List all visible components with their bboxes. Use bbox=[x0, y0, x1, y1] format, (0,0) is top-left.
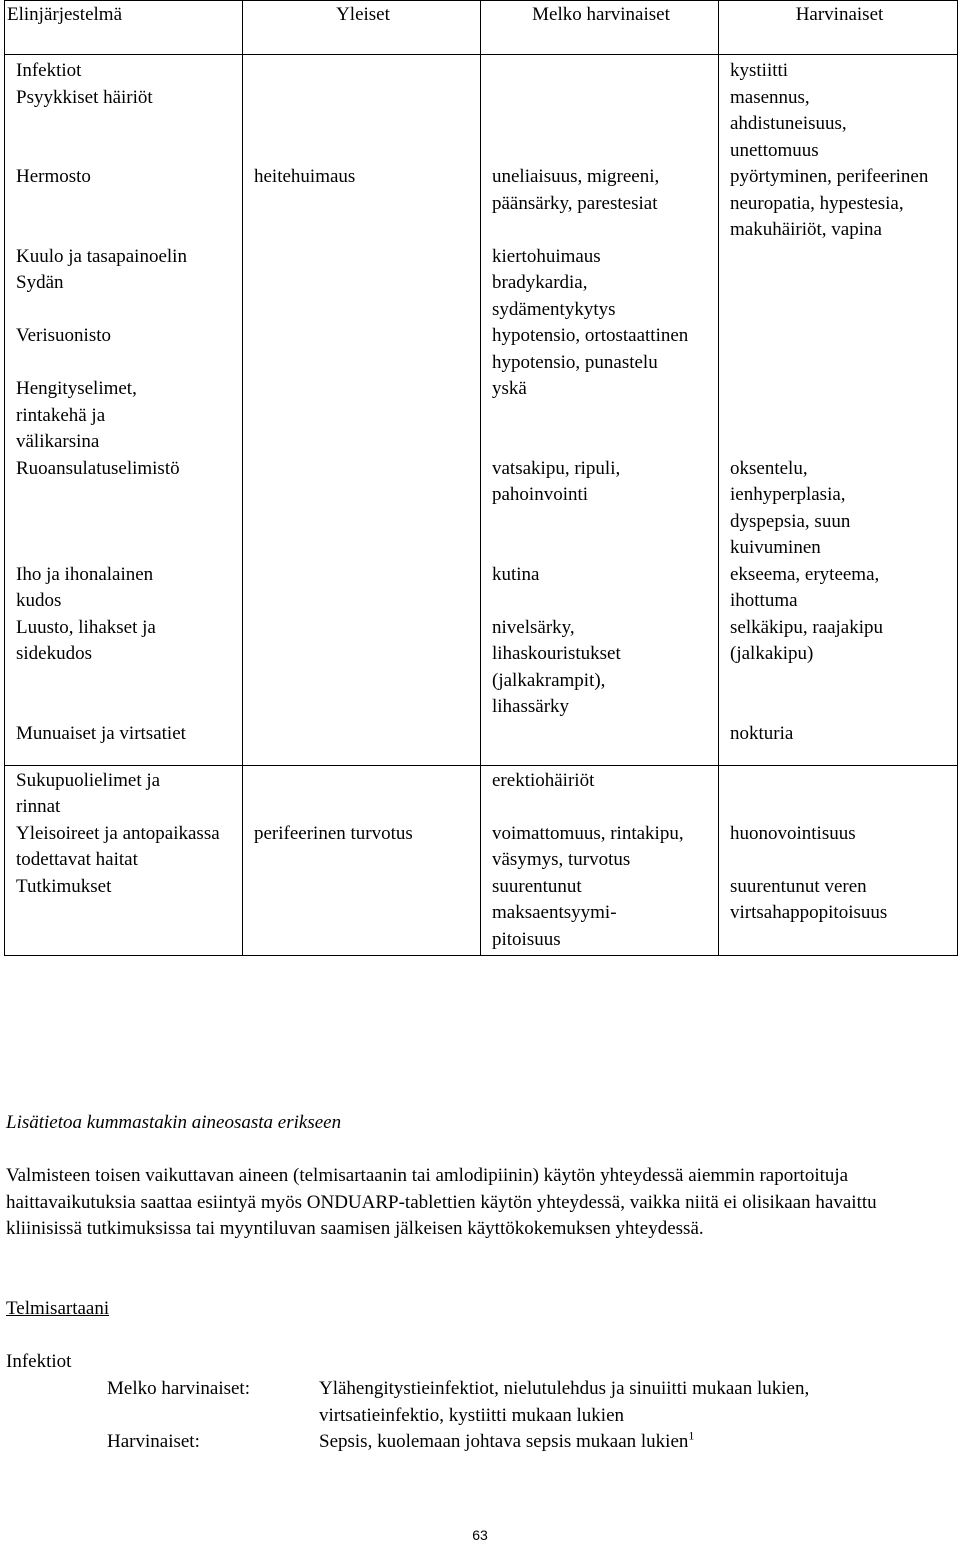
header-rare: Harvinaiset bbox=[719, 1, 958, 55]
cell-organ: Tutkimukset bbox=[5, 874, 243, 956]
table-body bbox=[5, 55, 958, 956]
cell-rare: masennus, ahdistuneisuus, unettomuus bbox=[719, 85, 958, 165]
cell-rare bbox=[719, 323, 958, 376]
cell-common bbox=[243, 85, 481, 165]
cell-common bbox=[243, 55, 481, 85]
table-row bbox=[5, 244, 958, 271]
cell-organ: Infektiot bbox=[5, 55, 243, 85]
table-row bbox=[5, 85, 958, 165]
cell-common bbox=[243, 615, 481, 721]
table-row bbox=[5, 55, 958, 85]
cell-common bbox=[243, 244, 481, 271]
cell-common bbox=[243, 376, 481, 456]
cell-common: heitehuimaus bbox=[243, 164, 481, 244]
cell-uncommon bbox=[481, 721, 719, 766]
cell-rare bbox=[719, 376, 958, 456]
cell-rare: pyörtyminen, perifeerinen neuropatia, hypestesia, makuhäiriöt, vapina bbox=[719, 164, 958, 244]
cell-common bbox=[243, 721, 481, 766]
cell-common bbox=[243, 874, 481, 956]
cell-rare: oksentelu, ienhyperplasia, dyspepsia, suun kuivuminen bbox=[719, 456, 958, 562]
cell-uncommon: erektiohäiriöt bbox=[481, 765, 719, 821]
frequency-label: Harvinaiset: bbox=[107, 1431, 200, 1452]
table-row bbox=[5, 456, 958, 562]
cell-rare: selkäkipu, raajakipu (jalkakipu) bbox=[719, 615, 958, 721]
cell-uncommon: voimattomuus, rintakipu, väsymys, turvotus bbox=[481, 821, 719, 874]
table-row bbox=[5, 721, 958, 766]
subsection-heading: Telmisartaani bbox=[6, 1298, 110, 1319]
frequency-text: Ylähengitystieinfektiot, nielutulehdus ja sinuiitti mukaan lukien, virtsatieinfektio, kystiitti mukaan lukien bbox=[319, 1378, 810, 1426]
cell-uncommon: kutina bbox=[481, 562, 719, 615]
cell-organ: Yleisoireet ja antopaikassa todettavat haitat bbox=[5, 821, 243, 874]
table-row bbox=[5, 874, 958, 956]
table-row bbox=[5, 270, 958, 323]
cell-common bbox=[243, 270, 481, 323]
cell-rare bbox=[719, 270, 958, 323]
cell-uncommon: suurentunut maksaentsyymi-pitoisuus bbox=[481, 874, 719, 956]
cell-common bbox=[243, 456, 481, 562]
cell-uncommon: uneliaisuus, migreeni, päänsärky, parestesiat bbox=[481, 164, 719, 244]
cell-rare: kystiitti bbox=[719, 55, 958, 85]
body-paragraph: Valmisteen toisen vaikuttavan aineen (telmisartaanin tai amlodipiinin) käytön yhteydessä aiemmin raportoituja haittavaikutuksia saattaa esiintyä myös ONDUARP-tablettien käytön yhteydessä, vaikka niitä ei olisikaan havaittu kliinisissä tutkimuksissa tai myyntiluvan saamisen jälkeisen käyttökokemuksen yhteydessä. bbox=[6, 1165, 877, 1239]
cell-organ: Munuaiset ja virtsatiet bbox=[5, 721, 243, 766]
cell-organ: Sydän bbox=[5, 270, 243, 323]
table-row bbox=[5, 765, 958, 821]
frequency-text: Sepsis, kuolemaan johtava sepsis mukaan lukien bbox=[319, 1431, 689, 1452]
cell-uncommon bbox=[481, 85, 719, 165]
frequency-label: Melko harvinaiset: bbox=[107, 1378, 250, 1399]
cell-organ: Ruoansulatuselimistö bbox=[5, 456, 243, 562]
cell-uncommon: nivelsärky, lihaskouristukset (jalkakrampit), lihassärky bbox=[481, 615, 719, 721]
cell-organ: Psyykkiset häiriöt bbox=[5, 85, 243, 165]
cell-organ: Iho ja ihonalainen kudos bbox=[5, 562, 243, 615]
table-row bbox=[5, 615, 958, 721]
section-title: Lisätietoa kummastakin aineosasta erikseen bbox=[6, 1112, 342, 1133]
frequency-text-wrapper bbox=[319, 1429, 939, 1456]
cell-uncommon bbox=[481, 55, 719, 85]
cell-uncommon: vatsakipu, ripuli, pahoinvointi bbox=[481, 456, 719, 562]
cell-rare bbox=[719, 765, 958, 821]
table-row bbox=[5, 562, 958, 615]
adverse-effects-table bbox=[4, 0, 958, 956]
cell-uncommon: bradykardia, sydämentykytys bbox=[481, 270, 719, 323]
table-header-row bbox=[5, 1, 958, 55]
cell-organ: Kuulo ja tasapainoelin bbox=[5, 244, 243, 271]
cell-organ: Verisuonisto bbox=[5, 323, 243, 376]
cell-rare: nokturia bbox=[719, 721, 958, 766]
cell-common: perifeerinen turvotus bbox=[243, 821, 481, 874]
cell-organ: Hengityselimet, rintakehä ja välikarsina bbox=[5, 376, 243, 456]
cell-uncommon: yskä bbox=[481, 376, 719, 456]
cell-rare: ekseema, eryteema, ihottuma bbox=[719, 562, 958, 615]
table-row bbox=[5, 376, 958, 456]
header-organ: Elinjärjestelmä bbox=[5, 1, 243, 55]
table-row bbox=[5, 164, 958, 244]
table-row bbox=[5, 323, 958, 376]
header-common: Yleiset bbox=[243, 1, 481, 55]
cell-uncommon: hypotensio, ortostaattinen hypotensio, punastelu bbox=[481, 323, 719, 376]
footnote-marker: 1 bbox=[688, 1428, 695, 1443]
cell-organ: Hermosto bbox=[5, 164, 243, 244]
cell-rare: huonovointisuus bbox=[719, 821, 958, 874]
cell-common bbox=[243, 562, 481, 615]
cell-common bbox=[243, 323, 481, 376]
cell-common bbox=[243, 765, 481, 821]
cell-organ: Sukupuolielimet ja rinnat bbox=[5, 765, 243, 821]
table-row bbox=[5, 821, 958, 874]
cell-uncommon: kiertohuimaus bbox=[481, 244, 719, 271]
cell-rare: suurentunut veren virtsahappopitoisuus bbox=[719, 874, 958, 956]
header-uncommon: Melko harvinaiset bbox=[481, 1, 719, 55]
cell-organ: Luusto, lihakset ja sidekudos bbox=[5, 615, 243, 721]
category-heading: Infektiot bbox=[6, 1351, 72, 1372]
page-number: 63 bbox=[472, 1527, 488, 1543]
cell-rare bbox=[719, 244, 958, 271]
